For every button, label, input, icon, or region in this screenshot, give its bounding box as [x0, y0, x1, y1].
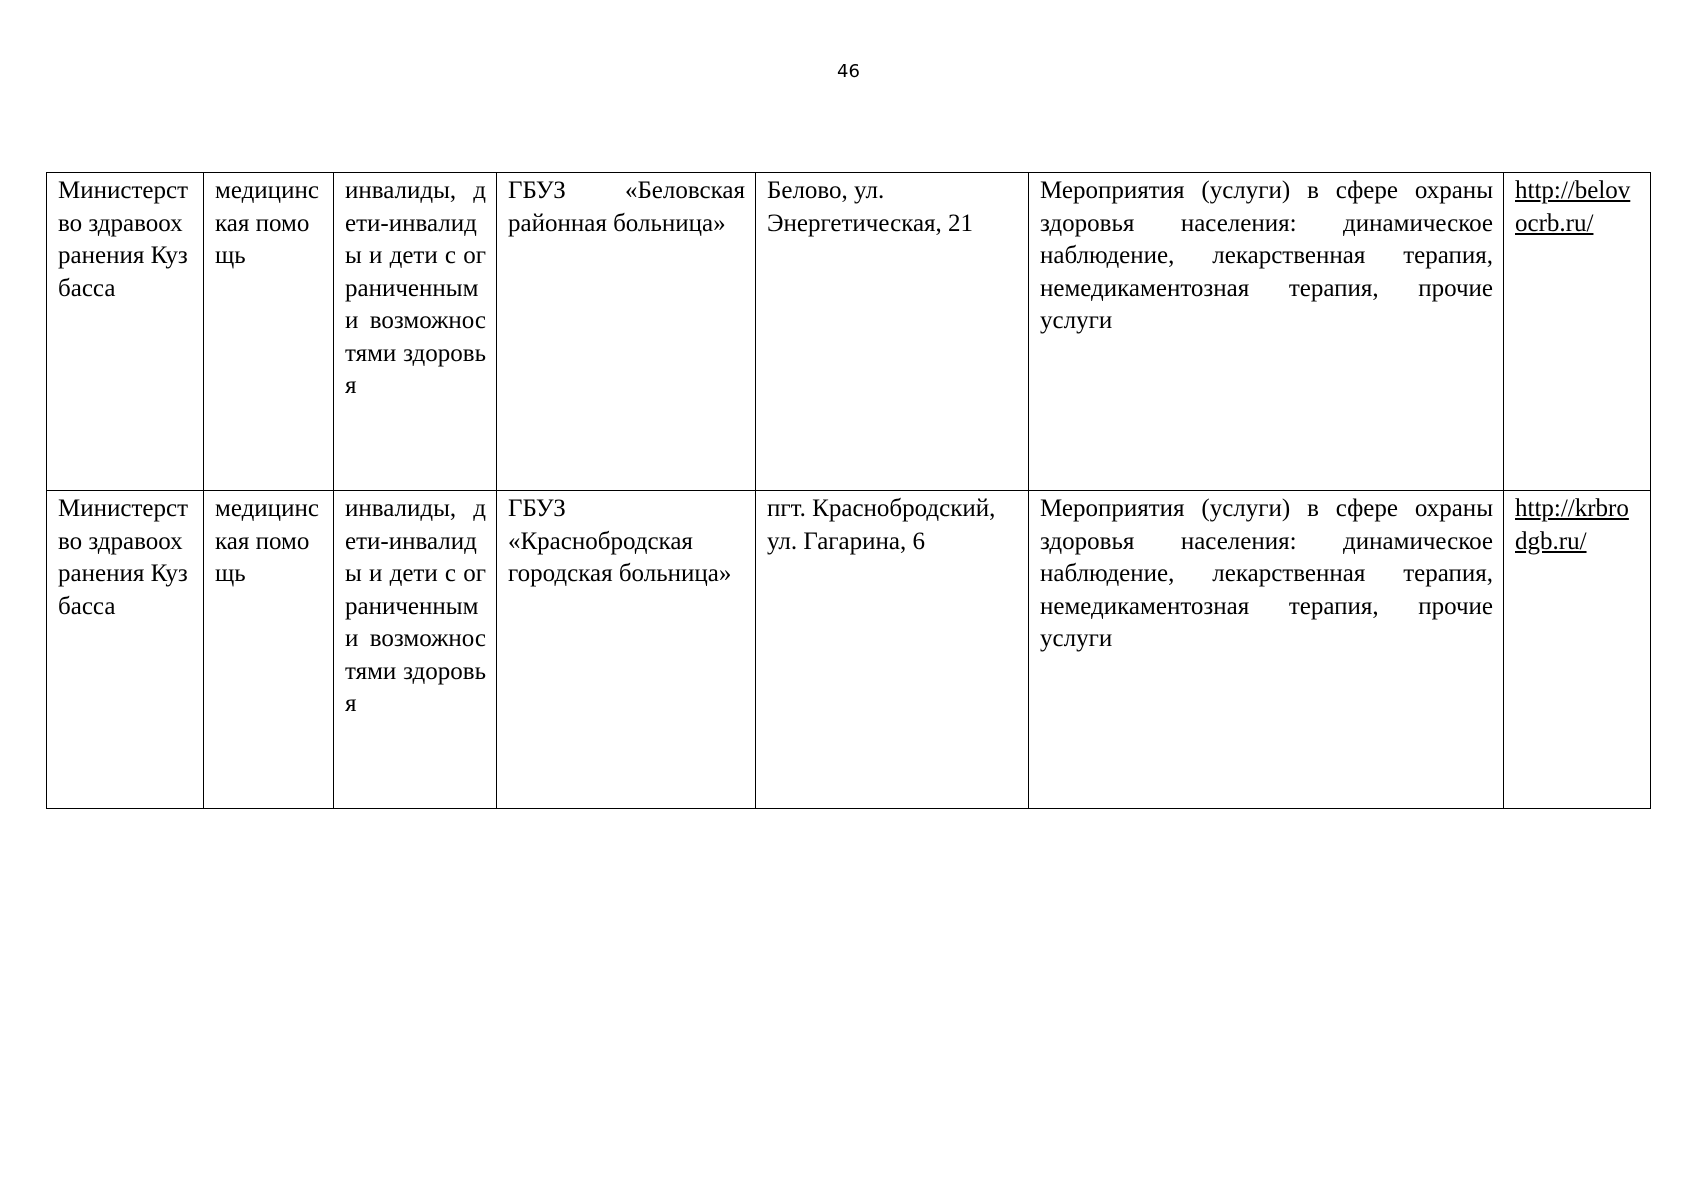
services-text: Мероприятия (услуги) в сфере охраны здоровья населения: динамическое наблюдение, лекарственная терапия, немедикаментозная терапия, прочие услуги [1040, 495, 1493, 652]
services-text: Мероприятия (услуги) в сфере охраны здоровья населения: динамическое наблюдение, лекарственная терапия, немедикаментозная терапия, прочие услуги [1040, 177, 1493, 334]
table-row [47, 173, 1651, 491]
website-cell [1504, 491, 1651, 809]
ministry-cell [47, 173, 204, 491]
website-cell [1504, 173, 1651, 491]
service-type-cell [204, 491, 334, 809]
services-cell [1029, 173, 1504, 491]
service-type-text: медицинская помощь [215, 495, 319, 587]
website-link[interactable]: http://krbrodgb.ru/ [1515, 495, 1629, 555]
table-row [47, 491, 1651, 809]
address-text: Белово, ул. Энергетическая, 21 [767, 177, 974, 237]
service-type-text: медицинская помощь [215, 177, 319, 269]
target-group-text: инвалиды, дети-инвалиды и дети с ограниченными возможностями здоровья [345, 177, 486, 399]
address-cell [756, 491, 1029, 809]
page-number: 46 [837, 61, 860, 82]
organization-text: ГБУЗ «Беловская районная больница» [508, 177, 745, 237]
services-table [46, 172, 1651, 809]
organization-text: ГБУЗ «Краснобродская городская больница» [508, 495, 732, 587]
ministry-cell [47, 491, 204, 809]
target-group-cell [334, 173, 497, 491]
target-group-text: инвалиды, дети-инвалиды и дети с ограниченными возможностями здоровья [345, 495, 486, 717]
organization-cell [497, 173, 756, 491]
services-cell [1029, 491, 1504, 809]
ministry-text: Министерство здравоохранения Кузбасса [58, 177, 189, 302]
organization-cell [497, 491, 756, 809]
address-text: пгт. Краснобродский, ул. Гагарина, 6 [767, 495, 996, 555]
target-group-cell [334, 491, 497, 809]
service-type-cell [204, 173, 334, 491]
website-link[interactable]: http://belovocrb.ru/ [1515, 177, 1631, 237]
ministry-text: Министерство здравоохранения Кузбасса [58, 495, 189, 620]
address-cell [756, 173, 1029, 491]
